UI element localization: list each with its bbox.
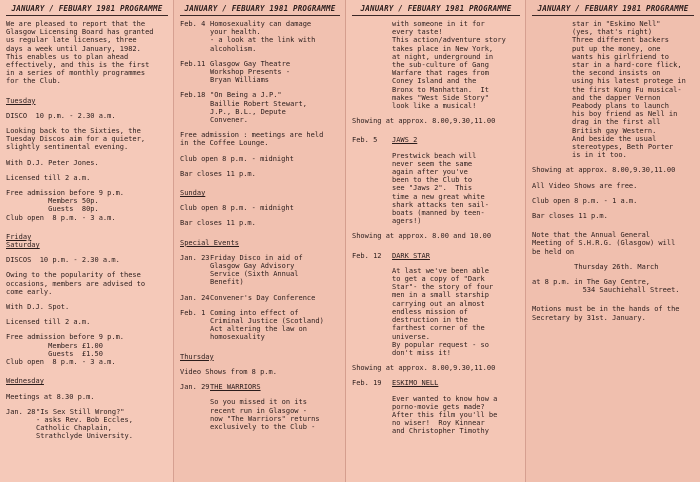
showing-times: Showing at approx. 8.00 and 10.00: [352, 232, 492, 241]
licence-weekend: Licensed till 2 a.m.: [6, 318, 91, 327]
column-1: [0, 0, 174, 482]
weekend-disco-times: DISCOS 10 p.m. - 2.30 a.m.: [6, 256, 120, 265]
event-feb19: [352, 379, 520, 387]
event-date: Jan. 23: [180, 253, 210, 262]
heading-sunday: Sunday: [180, 189, 206, 198]
film-description: Ever wanted to know how a porno-movie gets made? After this film you'll be no wiser! Roy Kinnear and Christopher Timothy: [392, 394, 498, 436]
club-open-wed: Club open 8 p.m. - midnight: [180, 154, 294, 163]
film-description-row: [352, 395, 520, 436]
heading-wednesday: Wednesday: [6, 377, 44, 386]
dj-tuesday: With D.J. Peter Jones.: [6, 158, 99, 167]
event-date: Jan. 29: [180, 383, 210, 392]
event-text: Convener's Day Conference: [210, 293, 316, 302]
column-3: [346, 0, 526, 482]
film-title: JAWS 2: [392, 136, 418, 145]
event-text: Coming into effect of Criminal Justice (Scotland) Act altering the law on homosexuality: [210, 308, 324, 342]
film-title: ESKIMO NELL: [392, 379, 439, 388]
film-description: Prestwick beach will never seem the same again after you've been to the Club to see "Jaws 2". This time a new great white shark attacks ten sail- boats (manned by teen- agers!): [392, 151, 489, 226]
event-date: Feb. 12: [352, 251, 382, 260]
event-date: Feb. 4: [180, 20, 206, 28]
event-jan24: [180, 294, 340, 302]
film-description: At last we've been able to get a copy of "Dark Star"- the story of four men in a small starship carrying out an almost endless mission of destruction in the farthest corner of the universe. By popular request - so don't miss it!: [392, 266, 494, 357]
showing-times: Showing at approx. 8.00,9.30,11.00: [352, 364, 496, 373]
event-date: Feb.11: [180, 59, 206, 68]
event-date: Jan. 28: [6, 407, 36, 416]
meetings-time: Meetings at 8.30 p.m.: [6, 392, 95, 401]
tuesday-disco-times: DISCO 10 p.m. - 2.30 a.m.: [6, 111, 116, 120]
event-date: Feb. 1: [180, 308, 206, 317]
film-description-cont: [352, 20, 520, 110]
showing-times: Showing at approx. 8.00,9.30,11.00: [532, 166, 676, 175]
event-feb4: [180, 20, 340, 53]
admission-weekend: Free admission before 9 p.m. Members £1.00 Guests £1.50 Club open 8 p.m. - 3 a.m.: [6, 333, 125, 367]
event-text: Glasgow Gay Theatre Workshop Presents - Bryan Williams: [210, 59, 291, 85]
film-title: THE WARRIORS: [210, 383, 261, 392]
event-feb5: [352, 136, 520, 144]
event-feb12: [352, 252, 520, 260]
event-date: Feb. 5: [352, 136, 378, 145]
free-admission-note: Free admission : meetings are held in the Coffee Lounge.: [180, 131, 324, 148]
film-description-cont: [532, 20, 694, 159]
event-feb11: [180, 60, 340, 85]
film-description-row: [180, 398, 340, 431]
intro-paragraph: We are pleased to report that the Glasgow Licensing Board has granted us regular late licenses, three days a week until January, 1982. This enables us to plan ahead effectively, and this is the first in a series of monthly programmes for the Club.: [6, 20, 154, 86]
film-title: DARK STAR: [392, 251, 430, 260]
film-description-row: [352, 152, 520, 226]
sixties-text: Looking back to the Sixties, the Tuesday Discos aim for a quieter, slightly sentimental evening.: [6, 127, 146, 152]
event-text: "On Being a J.P." Baillie Robert Stewart, J.P., B.L., Depute Convener.: [210, 91, 307, 125]
admission-tuesday: Free admission before 9 p.m. Members 50p. Guests 80p. Club open 8 p.m. - 3 a.m.: [6, 189, 125, 222]
video-shows-time: Video Shows from 8 p.m.: [180, 367, 277, 376]
dj-weekend: With D.J. Spot.: [6, 303, 70, 312]
event-text: Homosexuality can damage your health. - a look at the link with alcoholism.: [210, 20, 316, 53]
film-description-row: [352, 267, 520, 357]
bar-close-thu: Bar closes 11 p.m.: [532, 212, 608, 221]
column-4: [526, 0, 700, 482]
film-description: with someone in it for every taste! This action/adventure story takes place in New York, at night, underground in the sub-culture of Gang Warfare that rages from Coney Island and the Bronx to Manhattan. It makes "West Side Story" look like a musical!: [392, 20, 506, 111]
column-header: JANUARY / FEBUARY 1981 PROGRAMME: [6, 4, 168, 16]
event-text: "Is Sex Still Wrong?" - asks Rev. Bob Eccles, Catholic Chaplain, Strathclyde University.: [36, 407, 133, 441]
heading-saturday: Saturday: [6, 241, 40, 250]
column-2: [174, 0, 346, 482]
club-open-sun: Club open 8 p.m. - midnight: [180, 204, 294, 213]
heading-tuesday: Tuesday: [6, 96, 36, 105]
event-jan28: [6, 408, 168, 441]
event-jan23: [180, 254, 340, 287]
event-jan29: [180, 383, 340, 391]
licence-tuesday: Licensed till 2 a.m.: [6, 173, 91, 182]
event-date: Jan. 24: [180, 293, 210, 302]
film-description: So you missed it on its recent run in Glasgow - now "The Warriors" returns exclusively to the Club -: [210, 398, 320, 431]
event-feb18: [180, 91, 340, 124]
film-description: star in "Eskimo Nell" (yes, that's right) Three different backers put up the money, one wants his girlfriend to star in a hard-core flick, the second insists on using his latest protege in the first Kung Fu musical- and the dapper Vernon Peabody plans to launch his boy friend as Nell in drag in the first all British gay Western. And beside the usual stereotypes, Beth Porter is in it too.: [572, 20, 686, 160]
agm-date: Thursday 26th. March: [532, 262, 659, 271]
column-header: JANUARY / FEBUARY 1981 PROGRAMME: [180, 4, 340, 16]
popularity-text: Owing to the popularity of these occasions, members are advised to come early.: [6, 271, 146, 296]
motions-note: Motions must be in the hands of the Secretary by 31st. January.: [532, 305, 680, 322]
club-open-thu: Club open 8 p.m. - 1 a.m.: [532, 196, 638, 205]
bar-close-wed: Bar closes 11 p.m.: [180, 169, 256, 178]
agm-venue: at 8 p.m. in The Gay Centre, 534 Sauchiehall Street.: [532, 278, 680, 295]
heading-friday: Friday: [6, 232, 32, 241]
event-date: Feb.18: [180, 91, 206, 100]
heading-special-events: Special Events: [180, 238, 240, 247]
video-free-note: All Video Shows are free.: [532, 181, 638, 190]
event-date: Feb. 19: [352, 379, 382, 388]
heading-thursday: Thursday: [180, 352, 214, 361]
event-text: Friday Disco in aid of Glasgow Gay Advisory Service (Sixth Annual Benefit): [210, 253, 303, 287]
column-header: JANUARY / FEBUARY 1981 PROGRAMME: [352, 4, 520, 16]
bar-close-sun: Bar closes 11 p.m.: [180, 219, 256, 228]
showing-times: Showing at approx. 8.00,9.30,11.00: [352, 117, 496, 126]
column-header: JANUARY / FEBUARY 1981 PROGRAMME: [532, 4, 694, 16]
event-feb1: [180, 309, 340, 342]
agm-note: Note that the Annual General Meeting of S.H.R.G. (Glasgow) will be held on: [532, 231, 676, 256]
